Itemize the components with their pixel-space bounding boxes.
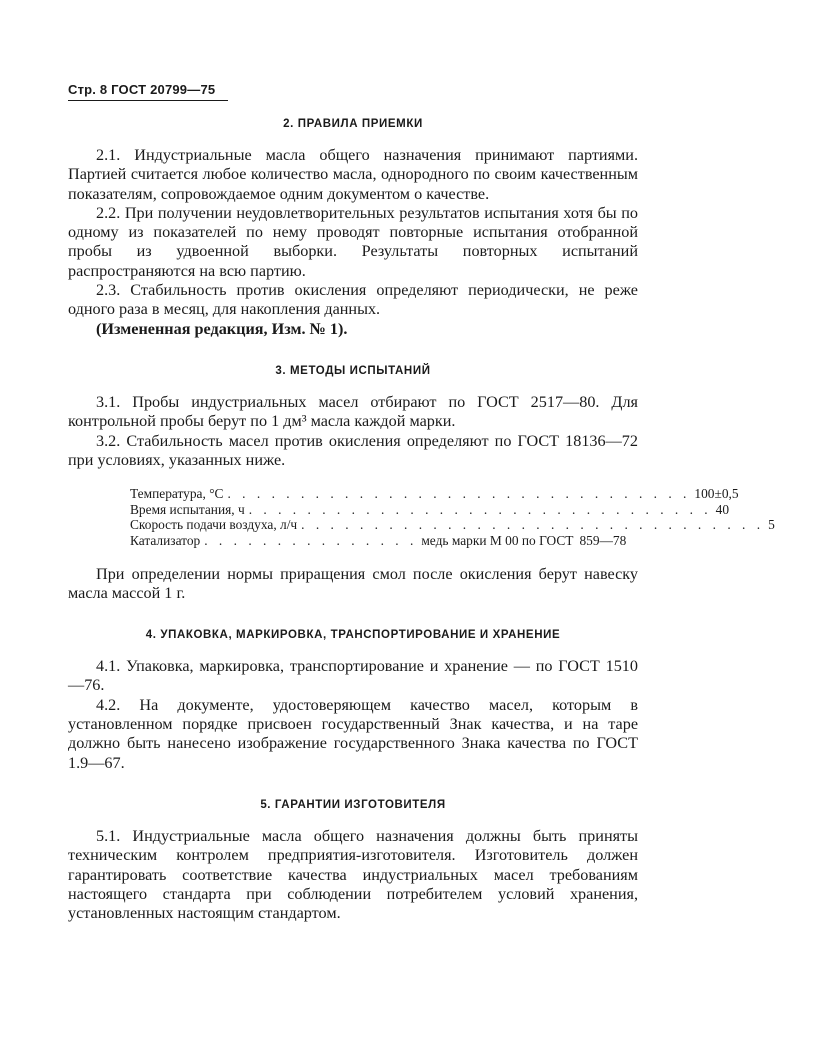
spec-label: Температура, °С <box>130 486 224 502</box>
resin-increment-note: При определении нормы приращения смол после окисления берут навеску масла массой 1 г. <box>68 564 638 602</box>
spec-value: 40 <box>715 501 730 517</box>
spec-row-airflow <box>130 517 775 533</box>
clause-2-2: 2.2. При получении неудовлетворительных результатов испытания хотя бы по одному из показателей по нему проводят повторные испытания отобранной пробы из удвоенной выборки. Результаты повторных испытаний распространяются на всю партию. <box>68 203 638 280</box>
clause-2-3: 2.3. Стабильность против окисления определяют периодически, не реже одного раза в месяц, для накопления данных. <box>68 281 638 319</box>
spec-value: 5 <box>768 517 775 533</box>
spec-row-catalyst <box>130 532 627 549</box>
dot-leader: . . . . . . . . . . . . . . . . . . . . . . . . . . . . . . . . <box>227 486 691 502</box>
spec-label: Время испытания, ч <box>130 501 245 517</box>
clause-4-2: 4.2. На документе, удостоверяющем качество масел, которым в установленном порядке присвоен государственный Знак качества, и на таре должно быть нанесено изображение государственного Знака качества по ГОСТ 1.9—67. <box>68 695 638 772</box>
document-body <box>68 118 775 923</box>
spec-label: Скорость подачи воздуха, л/ч <box>130 517 298 533</box>
section-4-heading: 4. УПАКОВКА, МАРКИРОВКА, ТРАНСПОРТИРОВАНИЕ И ХРАНЕНИЕ <box>145 629 561 642</box>
spec-value: 859—78 <box>579 532 627 548</box>
section-3-heading: 3. МЕТОДЫ ИСПЫТАНИЙ <box>275 364 431 377</box>
spec-value: 100±0,5 <box>694 486 739 502</box>
amendment-note: (Измененная редакция, Изм. № 1). <box>96 319 348 338</box>
clause-4-1: 4.1. Упаковка, маркировка, транспортирование и хранение — по ГОСТ 1510—76. <box>68 657 638 695</box>
clause-3-2: 3.2. Стабильность масел против окисления определяют по ГОСТ 18136—72 при условиях, указанных ниже. <box>68 431 638 469</box>
section-2-heading: 2. ПРАВИЛА ПРИЕМКИ <box>283 118 423 130</box>
dot-leader: . . . . . . . . . . . . . . . <box>204 532 418 548</box>
spec-label: Катализатор <box>130 532 201 548</box>
spec-row-temperature <box>130 486 739 502</box>
clause-3-1: 3.1. Пробы индустриальных масел отбирают по ГОСТ 2517—80. Для контрольной пробы берут по 1 дм³ масла каждой марки. <box>68 392 638 431</box>
section-5-heading: 5. ГАРАНТИИ ИЗГОТОВИТЕЛЯ <box>260 798 446 811</box>
running-head: Стр. 8 ГОСТ 20799—75 <box>68 82 228 101</box>
spec-row-duration <box>130 501 730 518</box>
clause-2-1: 2.1. Индустриальные масла общего назначения принимают партиями. Партией считается любое количество масла, однородного по своим качественным показателям, сопровождаемое одним документом о качестве. <box>68 146 638 203</box>
dot-leader: . . . . . . . . . . . . . . . . . . . . . . . . . . . . . . . . <box>248 501 712 517</box>
dot-leader: . . . . . . . . . . . . . . . . . . . . . . . . . . . . . . . . <box>301 517 765 533</box>
clause-5-1: 5.1. Индустриальные масла общего назначения должны быть приняты техническим контролем предприятия-изготовителя. Изготовитель должен гарантировать соответствие качества индустриальных масел требованиям настоящего стандарта при соблюдении потребителем условий хранения, установленных настоящим стандартом. <box>68 826 638 923</box>
test-conditions-list <box>130 486 775 548</box>
catalyst-description: медь марки М 00 по ГОСТ <box>421 532 574 548</box>
